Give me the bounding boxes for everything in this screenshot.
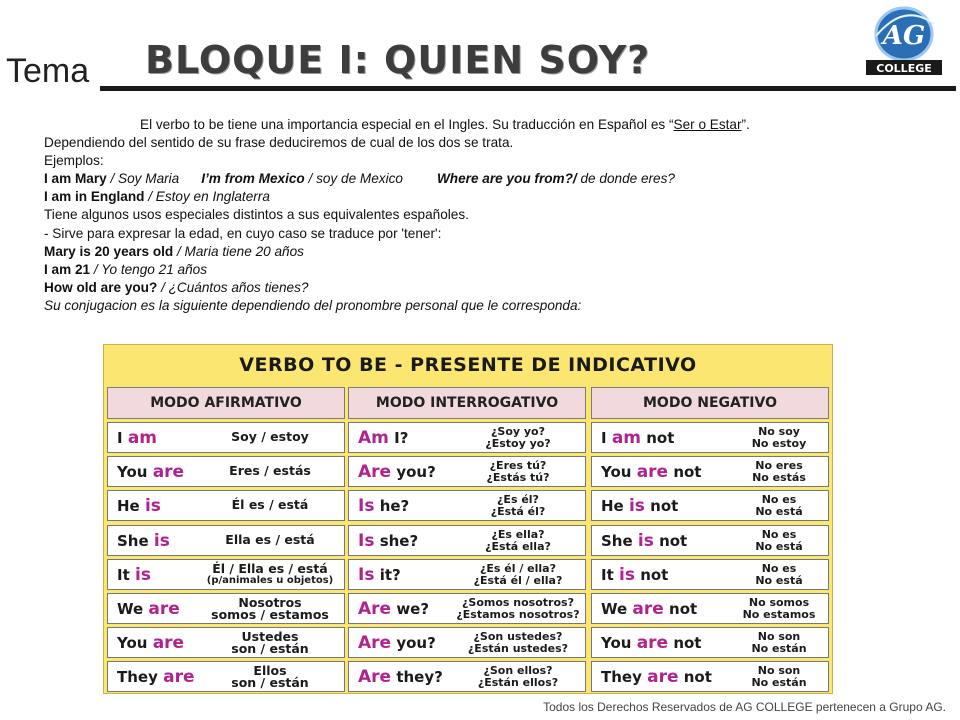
negation: not — [673, 634, 702, 653]
logo-text: COLLEGE — [876, 62, 932, 75]
translation-line: No está — [755, 573, 803, 587]
translation-line: ¿Está él? — [490, 505, 546, 519]
verb-form: are — [152, 462, 185, 483]
verb-form: is — [628, 496, 645, 517]
translation-line: son / están — [231, 641, 309, 657]
examples-line-1 — [44, 170, 944, 188]
interrogative-translation — [453, 426, 583, 450]
ag-college-logo — [862, 6, 946, 78]
affirmative-phrase — [117, 496, 161, 516]
negative-phrase — [601, 462, 701, 482]
verb-form: Is — [358, 496, 375, 517]
verb-form: Am — [358, 428, 389, 448]
affirmative-translation — [200, 631, 340, 655]
negation: not — [646, 429, 675, 447]
affirmative-translation — [200, 431, 340, 443]
pronoun: It — [601, 565, 614, 584]
examples-line-3 — [44, 243, 944, 261]
pronoun: I — [601, 429, 607, 447]
example-3-en: Where are you from?/ — [436, 171, 577, 187]
interrogative-translation — [453, 494, 583, 518]
cell-interrogativo — [348, 593, 586, 624]
pronoun: you? — [396, 463, 436, 482]
interrogative-phrase — [358, 565, 401, 585]
paragraph-3: Ejemplos: — [44, 153, 104, 169]
negative-phrase — [601, 565, 668, 585]
interrogative-phrase — [358, 428, 408, 448]
verb-form: are — [152, 633, 185, 654]
verb-form: is — [153, 530, 170, 551]
affirmative-phrase — [117, 633, 184, 653]
translation-line: No estoy — [751, 437, 807, 450]
negative-phrase — [601, 667, 712, 687]
affirmative-phrase — [117, 428, 157, 448]
cell-negativo — [591, 593, 829, 624]
paragraph-5: Tiene algunos usos especiales distintos a sus equivalentes españoles. — [44, 207, 469, 223]
affirmative-translation — [200, 531, 340, 547]
translation-line: ¿Soy yo? — [491, 425, 545, 438]
paragraph-2: Dependiendo del sentido de su frase deduciremos de cual de los dos se trata. — [44, 135, 514, 151]
cell-afirmativo — [107, 593, 345, 624]
pronoun: it? — [379, 565, 401, 584]
cell-interrogativo — [348, 627, 586, 658]
translation-line: Ella es / está — [225, 531, 315, 547]
example-2-en: I’m from Mexico — [201, 171, 305, 187]
p1-text-a: El verbo to be tiene una importancia especial en el Ingles. Su traducción en Español es “ — [140, 117, 674, 132]
verb-form: Are — [358, 599, 392, 619]
pronoun: They — [117, 668, 158, 687]
cell-afirmativo — [107, 627, 345, 658]
header-afirmativo: MODO AFIRMATIVO — [107, 387, 345, 419]
negative-phrase — [601, 633, 701, 653]
pronoun: She — [601, 531, 633, 550]
examples-line-5 — [44, 279, 944, 297]
pronoun: she? — [379, 531, 419, 550]
pronoun: It — [117, 565, 130, 584]
negation: not — [640, 565, 669, 584]
affirmative-phrase — [117, 599, 180, 619]
translation-line: No es — [761, 561, 797, 575]
translation-line: No somos — [748, 596, 810, 609]
affirmative-translation — [200, 465, 340, 477]
interrogative-phrase — [358, 462, 436, 482]
translation-line: No son — [757, 664, 801, 678]
cell-negativo — [591, 525, 829, 556]
interrogative-translation — [453, 597, 583, 621]
cell-afirmativo — [107, 525, 345, 556]
pronoun: You — [117, 463, 148, 482]
negative-phrase — [601, 599, 697, 619]
cell-negativo — [591, 559, 829, 590]
negative-translation — [732, 563, 826, 587]
paragraph-1 — [44, 116, 944, 134]
cell-negativo — [591, 661, 829, 692]
translation-line: ¿Está ella? — [485, 539, 551, 553]
verb-form: Are — [358, 633, 392, 654]
translation-line: Ustedes — [241, 629, 299, 645]
example-4-es: / Estoy en Inglaterra — [144, 189, 270, 205]
interrogative-phrase — [358, 531, 418, 551]
cell-afirmativo — [107, 456, 345, 487]
pronoun: he? — [379, 497, 410, 516]
example-6-es: / Yo tengo 21 años — [90, 261, 208, 277]
pronoun: We — [117, 600, 144, 618]
example-6-en: I am 21 — [44, 261, 91, 277]
verb-form: is — [135, 564, 151, 585]
verb-form: are — [632, 599, 664, 619]
logo-letters: AG — [882, 21, 926, 51]
negative-translation — [732, 529, 826, 553]
page-title: BLOQUE I: QUIEN SOY? — [145, 38, 651, 82]
translation-line: ¿Son ustedes? — [473, 630, 563, 644]
translation-line: ¿Estoy yo? — [485, 437, 551, 450]
pronoun: I — [117, 429, 123, 447]
negative-translation — [732, 426, 826, 450]
cell-negativo — [591, 422, 829, 453]
verb-form: am — [611, 428, 642, 448]
verb-form: are — [636, 633, 669, 654]
translation-line: (p/animales u objetos) — [206, 574, 334, 586]
translation-line: Eres / estás — [229, 463, 311, 479]
affirmative-translation — [200, 499, 340, 511]
affirmative-phrase — [117, 667, 195, 687]
verb-form: Is — [358, 564, 375, 585]
translation-line: Nosotros — [238, 595, 302, 610]
translation-line: Él es / está — [231, 497, 309, 513]
verb-form: Are — [358, 462, 392, 483]
interrogative-phrase — [358, 633, 436, 653]
cell-negativo — [591, 456, 829, 487]
translation-line: son / están — [231, 675, 309, 691]
translation-line: No están — [751, 676, 807, 690]
header-negativo: MODO NEGATIVO — [591, 387, 829, 419]
translation-line: ¿Están ellos? — [477, 676, 559, 690]
translation-line: No es — [761, 527, 797, 541]
negation: not — [683, 668, 712, 687]
translation-line: ¿Estás tú? — [486, 471, 550, 485]
cell-negativo — [591, 490, 829, 521]
negative-phrase — [601, 428, 674, 448]
pronoun: I? — [394, 429, 409, 447]
verb-form: Is — [358, 530, 375, 551]
translation-line: ¿Estamos nosotros? — [456, 608, 580, 621]
translation-line: No estás — [752, 471, 806, 485]
translation-line: No está — [755, 505, 803, 519]
translation-line: somos / estamos — [211, 607, 329, 622]
interrogative-phrase — [358, 667, 443, 687]
translation-line: ¿Son ellos? — [483, 664, 553, 678]
translation-line: No está — [755, 539, 803, 553]
paragraph-8 — [44, 297, 944, 315]
negative-translation — [732, 631, 826, 655]
negation: not — [673, 463, 702, 482]
copyright-footer: Todos los Derechos Reservados de AG COLLEGE pertenecen a Grupo AG. — [543, 700, 946, 714]
example-7-es: / ¿Cuántos años tienes? — [157, 279, 309, 295]
pronoun: you? — [396, 634, 436, 653]
pronoun: She — [117, 531, 149, 550]
affirmative-phrase — [117, 531, 170, 551]
negation: not — [669, 600, 698, 618]
translation-line: Él / Ella es / está — [212, 560, 328, 576]
negation: not — [650, 497, 679, 516]
translation-line: ¿Están ustedes? — [467, 642, 569, 656]
negative-translation — [732, 597, 826, 621]
affirmative-translation — [200, 665, 340, 689]
translation-line: No eres — [755, 459, 803, 473]
pronoun: They — [601, 668, 642, 687]
verb-form: is — [144, 496, 161, 517]
cell-afirmativo — [107, 490, 345, 521]
examples-line-4 — [44, 261, 944, 279]
translation-line: ¿Es él? — [497, 493, 539, 507]
translation-line: Soy / estoy — [231, 429, 309, 444]
translation-line: No son — [757, 630, 801, 644]
cell-interrogativo — [348, 661, 586, 692]
cell-interrogativo — [348, 490, 586, 521]
conjugation-table — [103, 344, 833, 694]
interrogative-translation — [453, 631, 583, 655]
translation-line: No es — [761, 493, 797, 507]
verb-form: is — [637, 530, 654, 551]
negative-translation — [732, 665, 826, 689]
pronoun: You — [117, 634, 148, 653]
lesson-text — [44, 116, 944, 315]
pronoun: He — [117, 497, 140, 516]
example-1-en: I am Mary — [44, 171, 107, 187]
header-interrogativo: MODO INTERROGATIVO — [348, 387, 586, 419]
translation-line: ¿Eres tú? — [489, 459, 547, 473]
pronoun: You — [601, 463, 632, 482]
interrogative-translation — [453, 460, 583, 484]
cell-interrogativo — [348, 422, 586, 453]
paragraph-8-text: Su conjugacion es la siguiente dependiendo del pronombre personal que le corresponda: — [44, 297, 582, 313]
example-3-es: de donde eres? — [576, 171, 675, 187]
interrogative-translation — [453, 665, 583, 689]
verb-form: are — [163, 667, 195, 688]
interrogative-translation — [453, 529, 583, 553]
affirmative-translation — [200, 597, 340, 621]
translation-line: No están — [751, 642, 807, 656]
translation-line: ¿Es él / ella? — [480, 561, 556, 575]
interrogative-phrase — [358, 599, 429, 619]
cell-interrogativo — [348, 525, 586, 556]
affirmative-phrase — [117, 462, 184, 482]
translation-line: ¿Es ella? — [491, 527, 545, 541]
translation-line: No estamos — [742, 608, 816, 621]
ser-o-estar-link[interactable]: Ser o Estar — [673, 117, 742, 132]
translation-line: ¿Somos nosotros? — [462, 596, 574, 609]
example-5-es: / Maria tiene 20 años — [173, 243, 304, 259]
cell-negativo — [591, 627, 829, 658]
cell-afirmativo — [107, 559, 345, 590]
cell-interrogativo — [348, 559, 586, 590]
table-title: VERBO TO BE - PRESENTE DE INDICATIVO — [239, 354, 697, 376]
verb-form: are — [647, 667, 679, 688]
title-underline — [100, 86, 956, 91]
pronoun: We — [601, 600, 628, 618]
interrogative-translation — [453, 563, 583, 587]
cell-afirmativo — [107, 661, 345, 692]
p1-text-b: ”. — [741, 117, 750, 132]
translation-line: ¿Está él / ella? — [473, 573, 563, 587]
negative-translation — [732, 460, 826, 484]
pronoun: we? — [396, 600, 430, 618]
tema-label: Tema — [6, 52, 90, 90]
pronoun: You — [601, 634, 632, 653]
negative-phrase — [601, 496, 678, 516]
affirmative-phrase — [117, 565, 151, 585]
pronoun: they? — [396, 668, 443, 687]
negative-phrase — [601, 531, 687, 551]
interrogative-phrase — [358, 496, 409, 516]
verb-form: am — [127, 428, 158, 448]
cell-interrogativo — [348, 456, 586, 487]
verb-form: are — [148, 599, 180, 619]
example-5-en: Mary is 20 years old — [44, 243, 174, 259]
example-2-es: / soy de Mexico — [304, 171, 403, 187]
example-7-en: How old are you? — [44, 279, 158, 295]
verb-form: is — [619, 564, 635, 585]
negation: not — [659, 531, 688, 550]
verb-form: Are — [358, 667, 392, 688]
cell-afirmativo — [107, 422, 345, 453]
example-1-es: / Soy Maria — [106, 171, 180, 187]
verb-form: are — [636, 462, 669, 483]
pronoun: He — [601, 497, 624, 516]
affirmative-translation — [200, 560, 340, 587]
negative-translation — [732, 494, 826, 518]
translation-line: No soy — [758, 425, 800, 438]
example-4-en: I am in England — [44, 189, 145, 205]
translation-line: Ellos — [253, 663, 287, 679]
examples-line-2 — [44, 188, 944, 206]
paragraph-6: - Sirve para expresar la edad, en cuyo caso se traduce por 'tener': — [44, 225, 442, 241]
